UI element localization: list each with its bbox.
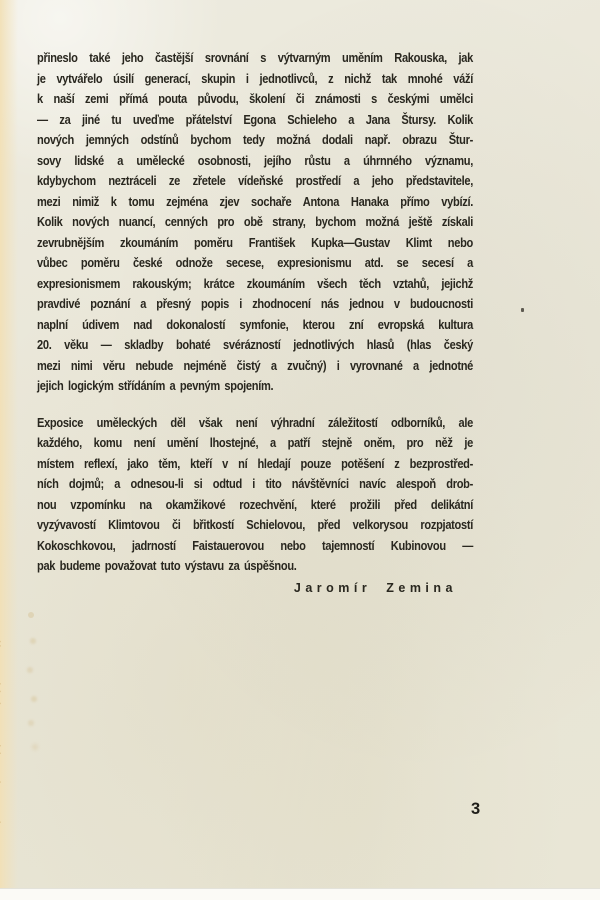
text-line: vyzývavostí Klimtovou či břitkostí Schielovou, před velkorysou rozpjatostí <box>37 518 473 532</box>
text-line: jejich logickým střídáním a pevným spojením. <box>37 379 274 393</box>
text-line: mezi nimi věru nebude nejméně čistý a zvučný) i vyrovnané a jednotné <box>37 358 473 373</box>
text-line: vůbec poměru české odnože secese, expresionismu atd. se secesí a <box>37 256 473 270</box>
text-line: je vytvářelo úsilí generací, skupin i jednotlivců, z nichž tak mnohé váží <box>37 71 473 86</box>
text-line: Kokoschkovou, jadrností Faistauerovou nebo tajemností Kubinovou — <box>37 538 473 553</box>
showthrough-caption <box>0 580 1 840</box>
text-line: nových jemných odstínů bychom tedy možná dodali např. obrazu Štur- <box>37 133 473 147</box>
text-line: expresionismem rakouským; krátce zkoumáním všech těch vztahů, jejichž <box>37 276 473 291</box>
showthrough-blots <box>28 612 34 618</box>
text-column <box>37 48 473 595</box>
text-line: Kolik nových nuancí, cenných pro obě strany, bychom možná ještě získali <box>37 215 473 229</box>
text-line: přineslo také jeho častější srovnání s výtvarným uměním Rakouska, jak <box>37 51 473 65</box>
page-number: 3 <box>471 800 481 818</box>
text-line: naplní údivem nad dokonalostí symfonie, kterou zní evropská kultura <box>37 317 473 332</box>
text-line: každého, komu není umění lhostejné, a patří stejně oněm, pro něž je <box>37 436 473 450</box>
text-line: — za jiné tu uveďme přátelství Egona Schieleho a Jana Štursy. Kolik <box>37 112 473 127</box>
dust-speck <box>521 308 524 312</box>
text-line: místem reflexí, jako těm, kteří v ní hledají pouze potěšení z bezprostřed- <box>37 456 473 471</box>
text-line: pravdivé poznání a přesný popis i zhodnocení nás jednou v budoucnosti <box>37 297 473 311</box>
text-line: 20. věku — skladby bohaté svérázností jednotlivých hlasů (hlas český <box>37 338 473 352</box>
text-line: Exposice uměleckých děl však není výhradní záležitostí odborníků, ale <box>37 415 473 430</box>
text-line: sovy lidské a umělecké osobnosti, jejího růstu a úhrnného významu, <box>37 153 473 168</box>
paragraph-2 <box>37 413 473 577</box>
paper-left-edge <box>0 0 20 890</box>
paragraph-1 <box>37 48 473 397</box>
text-line: nou vzpomínku na okamžikové rozechvění, které prožili před delikátní <box>37 497 473 512</box>
author-signature: Jaromír Zemina <box>293 580 457 595</box>
text-line: k naší zemi přímá pouta původu, školení či známosti s českými umělci <box>37 92 473 106</box>
text-line: kdybychom neztráceli ze zřetele vídeňské prostředí a jeho představitele, <box>37 174 473 188</box>
text-line: mezi nimiž k tomu zejména zjev sochaře Antona Hanaka přímo vybízí. <box>37 194 473 209</box>
text-line: ních dojmů; a odnesou-li si odtud i tito návštěvníci navíc alespoň drob- <box>37 477 473 491</box>
text-line: pak budeme považovat tuto výstavu za úspěšnou. <box>37 559 297 573</box>
scanner-background-strip <box>0 888 600 900</box>
text-line: zevrubnějším zkoumáním poměru František Kupka—Gustav Klimt nebo <box>37 235 473 250</box>
